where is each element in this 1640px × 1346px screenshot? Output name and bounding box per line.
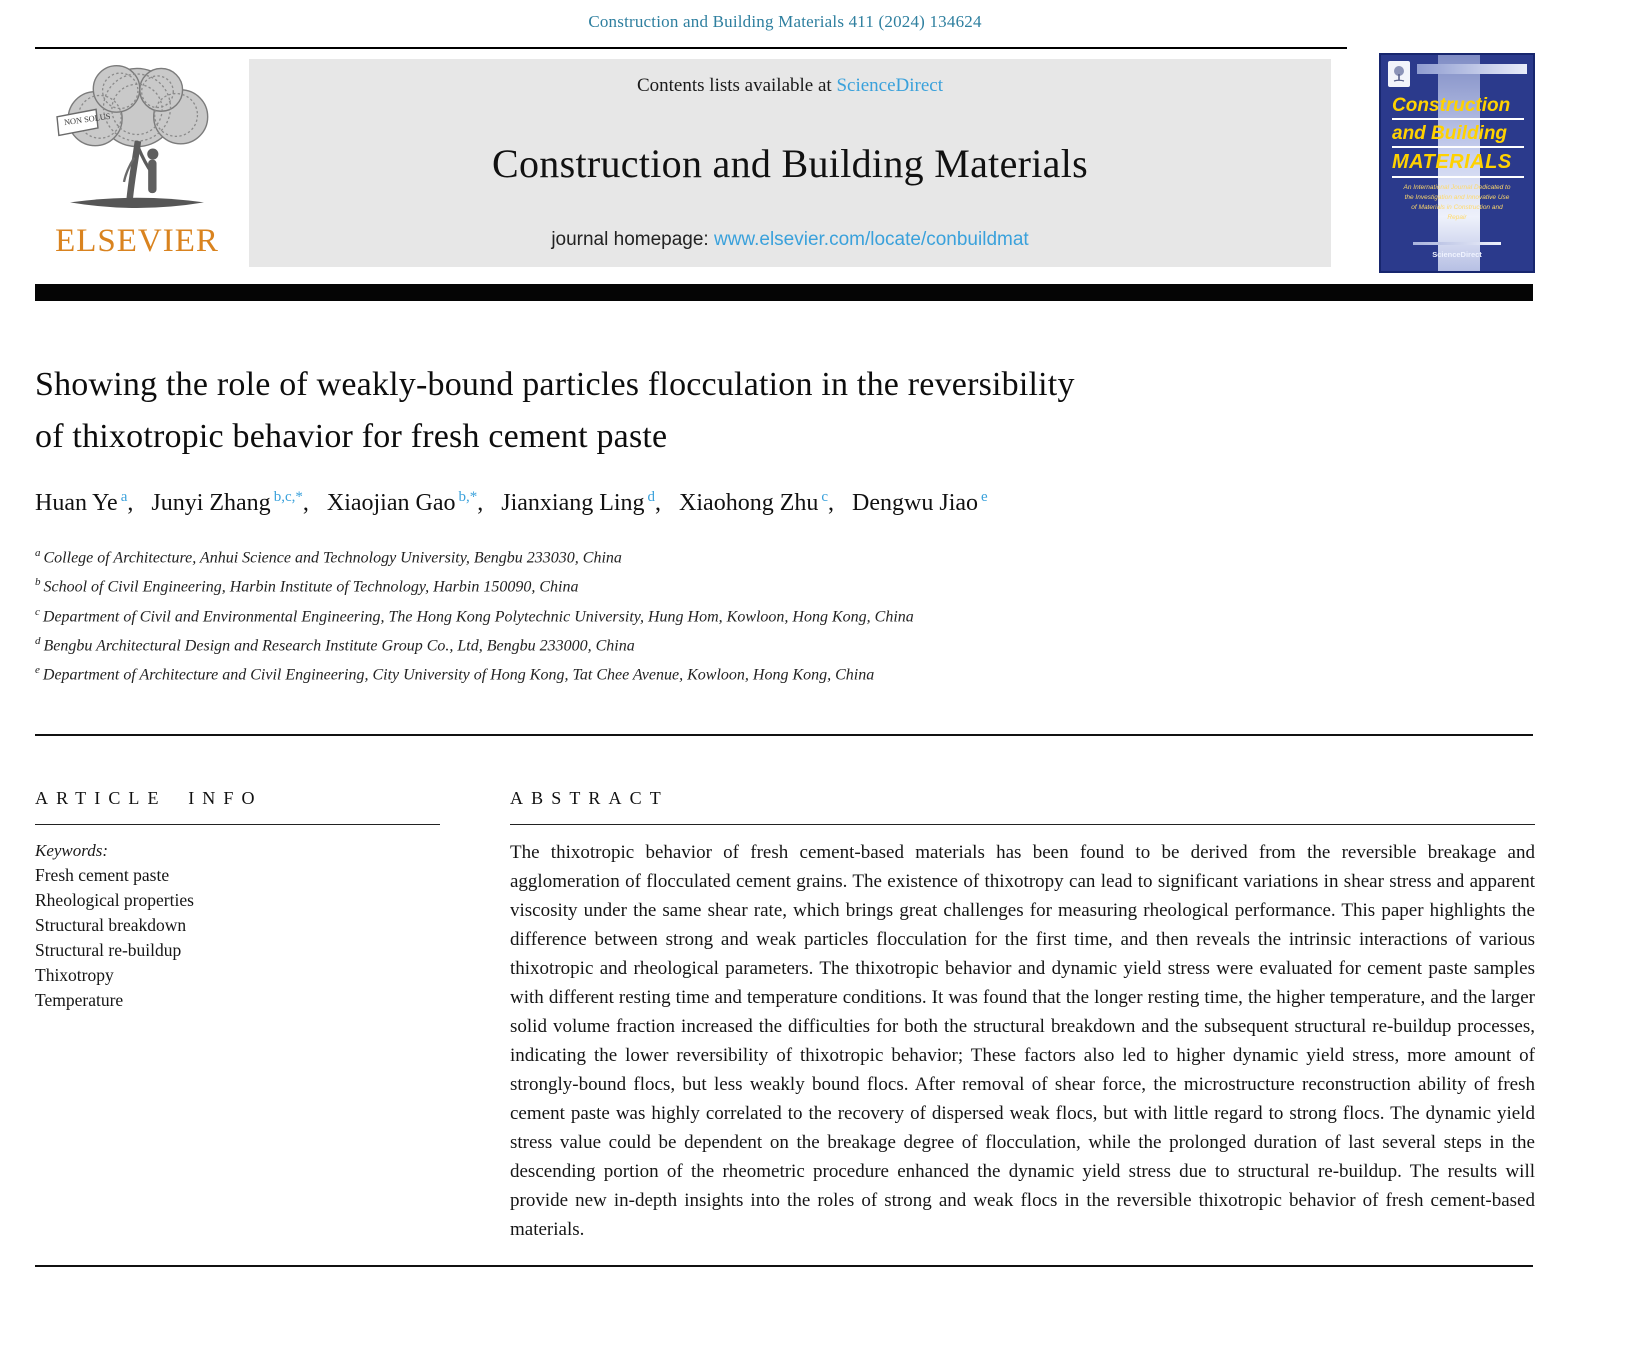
cover-sciencedirect-label: ScienceDirect [1432, 250, 1482, 259]
homepage-link[interactable]: www.elsevier.com/locate/conbuildmat [713, 229, 1029, 250]
author-affil-sup[interactable]: b,* [458, 489, 478, 505]
keyword: Temperature [35, 989, 124, 1010]
cover-titles [1392, 95, 1524, 178]
bottom-divider [35, 1265, 1533, 1267]
elsevier-logo [35, 59, 239, 267]
abstract-section [510, 788, 1535, 1244]
journal-title: Construction and Building Materials [492, 140, 1088, 186]
author: Xiaohong Zhu $^c$, [679, 489, 835, 516]
keyword: Structural breakdown [35, 914, 187, 935]
affiliation: $^b$ School of Civil Engineering, Harbin Institute of Technology, Harbin 150090, China [35, 576, 579, 596]
affiliation: $^d$ Bengbu Architectural Design and Research Institute Group Co., Ltd, Bengbu 233000, China [35, 634, 635, 655]
article-info-section [35, 788, 440, 1244]
header-divider-bar [35, 284, 1533, 301]
paper-title [35, 359, 1535, 463]
author: Dengwu Jiao $^e$ [852, 489, 988, 516]
author: Junyi Zhang $^{b,c,*}$, [151, 489, 309, 516]
affiliation-sup: b [35, 576, 41, 589]
author-affil-sup[interactable]: d [647, 489, 656, 505]
abstract-rule [510, 824, 1535, 825]
svg-text:NON SOLUS: NON SOLUS [63, 111, 111, 128]
author: Jianxiang Ling $^d$, [501, 489, 662, 516]
journal-cover-thumbnail[interactable] [1379, 53, 1535, 273]
elsevier-tree-icon [44, 61, 230, 221]
cover-title-line: and Building [1392, 123, 1524, 148]
affiliation: $^c$ Department of Civil and Environmental Engineering, The Hong Kong Polytechnic University, Hung Hom, Kowloon, Hong Kong, China [35, 605, 914, 625]
top-divider [35, 47, 1347, 49]
cover-elsevier-mini-logo [1388, 61, 1410, 87]
keyword: Rheological properties [35, 889, 194, 910]
affiliation-sup: d [35, 634, 41, 647]
cover-title-line: Construction [1392, 95, 1524, 120]
article-info-heading: ARTICLE INFO [35, 787, 263, 808]
elsevier-wordmark: ELSEVIER [55, 223, 219, 259]
abstract-heading: ABSTRACT [510, 787, 669, 808]
author-affil-sup[interactable]: e [981, 489, 988, 505]
author-affil-sup[interactable]: b,c,* [273, 489, 303, 505]
cover-title-line: MATERIALS [1392, 151, 1524, 178]
author-affil-sup[interactable]: a [120, 489, 128, 505]
affiliation-sup: c [35, 605, 40, 618]
homepage-prefix: journal homepage: [551, 229, 714, 250]
keyword: Fresh cement paste [35, 864, 170, 885]
journal-citation-link[interactable]: Construction and Building Materials 411 (2024) 134624 [588, 12, 982, 31]
cover-top-bar [1417, 64, 1527, 74]
sciencedirect-link[interactable]: ScienceDirect [836, 75, 944, 96]
affiliation-list [35, 541, 1535, 688]
affiliation: $^a$ College of Architecture, Anhui Science and Technology University, Bengbu 233030, China [35, 547, 622, 567]
abstract-text: The thixotropic behavior of fresh cement-based materials has been found to be derived from the reversible breakage and agglomeration of flocculated cement grains. The existence of thixotropy can lead to significant variations in shear stress and apparent viscosity under the same shear rate, which brings great challenges for measuring rheological performance. This paper highlights the difference between strong and weak particles flocculation for the first time, and then reveals the intrinsic interactions of various thixotropic and rheological parameters. The thixotropic behavior and dynamic yield stress were evaluated for cement paste samples with different resting time and temperature conditions. It was found that the longer resting time, the higher temperature, and the larger solid volume fraction increased the difficulties for both the structural breakdown and the subsequent structural re-buildup processes, indicating the lower reversibility of thixotropic behavior; These factors also led to higher dynamic yield stress, more amount of strongly-bound flocs, but less weakly bound flocs. After removal of shear force, the microstructure reconstruction ability of fresh cement paste was highly correlated to the recovery of dispersed weak flocs, but with little regard to strong flocs. The dynamic yield stress value could be dependent on the breakage degree of flocculation, while the prolonged duration of last several steps in the descending portion of the rheometric procedure enhanced the dynamic yield stress due to structural re-buildup. The results will provide new in-depth insights into the roles of strong and weak flocs in the reversible thixotropic behavior of fresh cement-based materials. [510, 841, 1535, 1240]
author: Xiaojian Gao $^{b,*}$, [326, 489, 484, 516]
info-abstract-columns [35, 736, 1535, 1244]
affiliation: $^e$ Department of Architecture and Civil Engineering, City University of Hong Kong, Tat Chee Avenue, Kowloon, Hong Kong, China [35, 664, 875, 684]
paper-title-line2: of thixotropic behavior for fresh cement paste [35, 418, 668, 455]
keyword: Thixotropy [35, 964, 114, 985]
affiliation-sup: e [35, 664, 40, 677]
author-affil-sup[interactable]: c [821, 489, 829, 505]
homepage-line [259, 229, 1321, 251]
contents-prefix: Contents lists available at [636, 75, 837, 96]
paper-title-line1: Showing the role of weakly-bound particles flocculation in the reversibility [35, 366, 1075, 403]
keywords-label: Keywords: [35, 840, 109, 860]
author-list [35, 489, 1535, 517]
keyword: Structural re-buildup [35, 939, 182, 960]
cover-bottom-line [1413, 242, 1501, 245]
cover-subtitle: An International Journal Dedicated to the Investigation and Innovative Use of Materials in Construction and Repair [1403, 184, 1511, 222]
affiliation-sup: a [35, 547, 41, 559]
article-info-rule [35, 824, 440, 825]
contents-line [259, 75, 1321, 97]
journal-banner [249, 59, 1331, 267]
author: Huan Ye $^a$, [35, 489, 134, 516]
journal-header [35, 59, 1535, 267]
